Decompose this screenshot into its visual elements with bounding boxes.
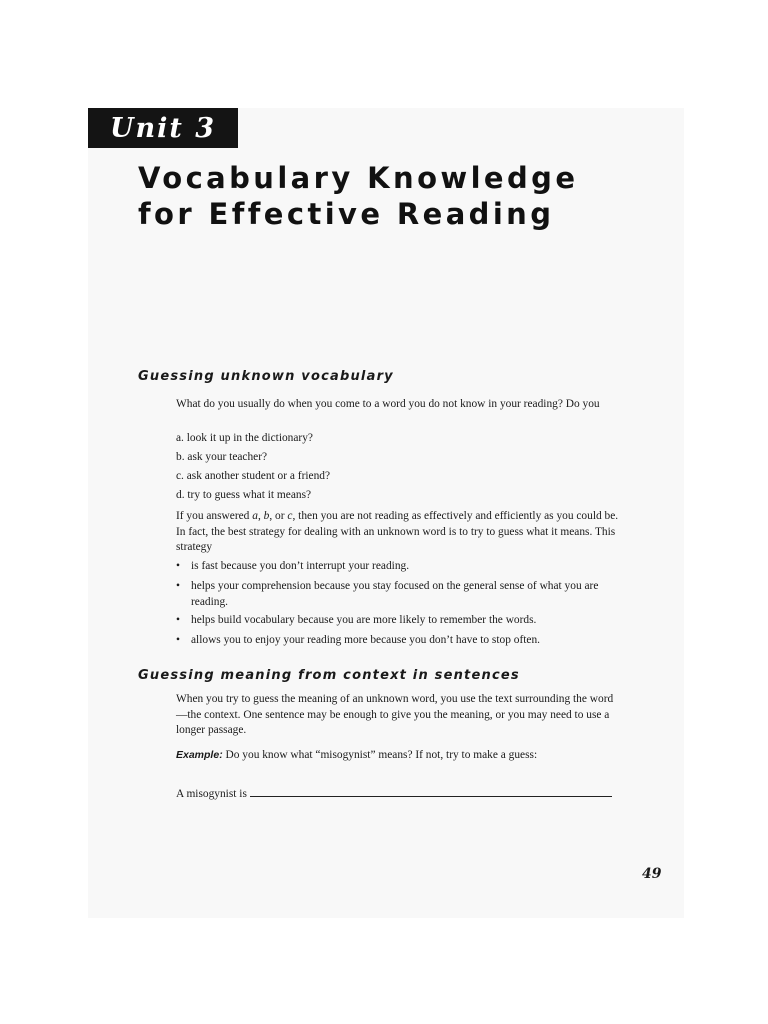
fill-in-prompt: A misogynist is	[176, 788, 247, 800]
chapter-title-line-2: for Effective Reading	[138, 197, 555, 231]
example-line: Example: Do you know what “misogynist” means? If not, try to make a guess:	[176, 749, 538, 761]
strategy-bullet: • helps your comprehension because you stay focused on the general sense of what you are reading.	[176, 580, 599, 608]
section1-strategy-paragraph: If you answered a, b, or c, then you are not reading as effectively and efficiently as you could be. In fact, the best strategy for dealing with an unknown word is to try to guess what it means. This strategy	[176, 510, 619, 553]
example-label: Example:	[176, 749, 223, 761]
option-c: c. ask another student or a friend?	[176, 470, 331, 482]
bullet-icon: •	[176, 614, 180, 626]
chapter-title-line-1: Vocabulary Knowledge	[138, 161, 579, 195]
section2-paragraph: When you try to guess the meaning of an unknown word, you use the text surrounding the word—the context. One sentence may be enough to give you the meaning, or you may need to use a longer passage.	[176, 693, 614, 736]
option-b: b. ask your teacher?	[176, 451, 268, 463]
strategy-bullet: • allows you to enjoy your reading more because you don’t have to stop often.	[176, 634, 541, 646]
section-heading-guessing-meaning-from-context: Guessing meaning from context in sentences	[138, 668, 520, 683]
bullet-icon: •	[176, 634, 180, 646]
fill-in-line	[176, 786, 621, 803]
page-number: 49	[642, 866, 662, 882]
unit-badge	[88, 108, 238, 148]
bullet-icon: •	[176, 580, 180, 592]
bullet-icon: •	[176, 560, 180, 572]
strategy-bullet: • helps build vocabulary because you are more likely to remember the words.	[176, 614, 537, 626]
option-a: a. look it up in the dictionary?	[176, 432, 313, 444]
chapter-title	[138, 160, 578, 232]
option-d: d. try to guess what it means?	[176, 489, 312, 501]
answer-blank[interactable]	[250, 786, 612, 797]
section1-intro: What do you usually do when you come to a word you do not know in your reading? Do you	[176, 398, 600, 410]
section-heading-guessing-unknown-vocabulary: Guessing unknown vocabulary	[138, 369, 394, 384]
strategy-bullet: • is fast because you don’t interrupt your reading.	[176, 560, 410, 572]
unit-label: Unit 3	[109, 112, 217, 144]
